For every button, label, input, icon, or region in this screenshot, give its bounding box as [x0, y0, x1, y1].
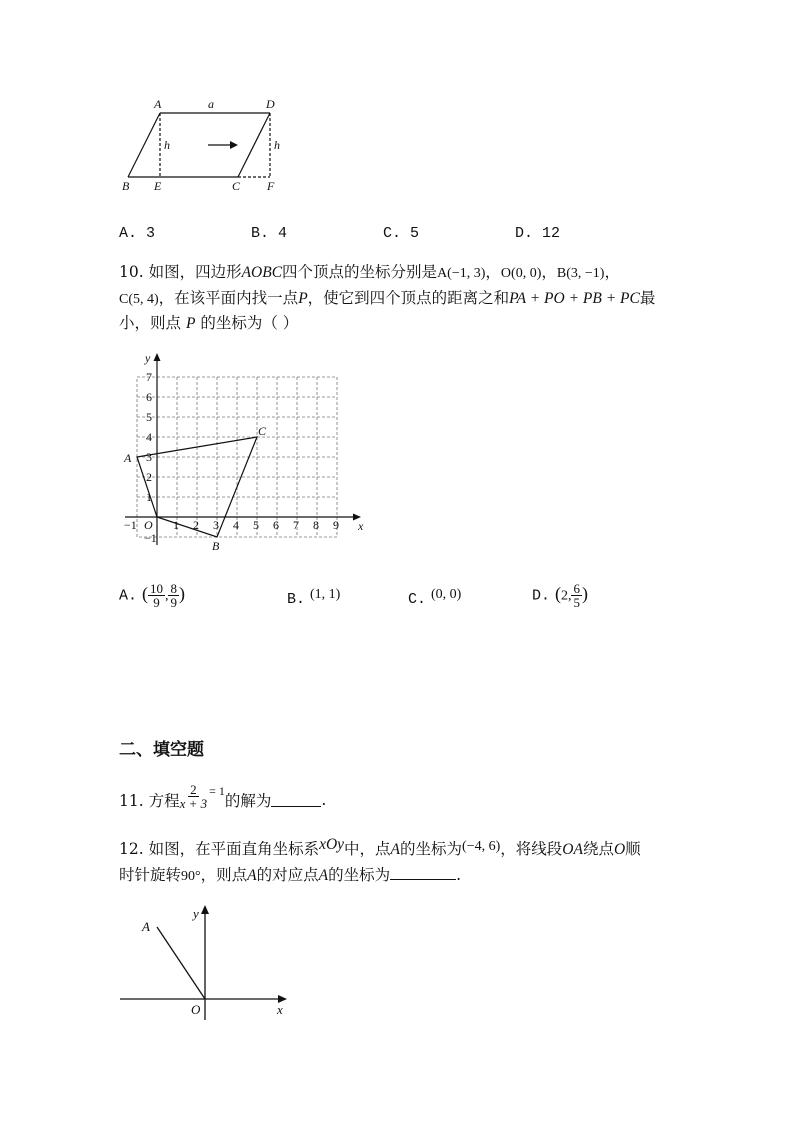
sep-1: ，	[485, 263, 501, 281]
q9-option-a[interactable]: A. 3	[119, 225, 156, 242]
q11-prefix: 11. 方程	[119, 791, 180, 810]
q10-line-3	[119, 311, 298, 333]
y-tick-5: 5	[146, 410, 152, 424]
q12-point-o: O	[613, 841, 626, 858]
q12-label-y: y	[193, 906, 199, 921]
q10-option-b[interactable]	[287, 589, 340, 608]
y-tick-1: 1	[146, 490, 152, 504]
x-tick-1: 1	[173, 518, 179, 532]
x-tick-2: 2	[193, 518, 199, 532]
q12-point-a-prime: A	[318, 867, 329, 884]
q12-l1-b: 中，点	[344, 840, 391, 858]
q12-l2-d: 的坐标为	[328, 866, 391, 884]
side-DC	[238, 113, 270, 177]
y-axis-arrow-icon	[154, 353, 161, 361]
q11-end: .	[321, 790, 327, 809]
q10-option-b-label: B.	[287, 591, 306, 608]
section-title: 二、填空题	[119, 740, 204, 760]
x-tick-7: 7	[293, 518, 299, 532]
q12-end: .	[456, 866, 462, 884]
point-c-label: C	[258, 424, 267, 438]
q12-l2-b: ，则点	[200, 866, 248, 884]
point-a-coord: A(−1, 3)	[437, 266, 486, 281]
fraction-6-5: $\frac{6}{5}$	[573, 581, 580, 610]
x-tick-8: 8	[313, 518, 319, 532]
q12-point-a-2: A	[247, 867, 257, 884]
label-a: a	[208, 97, 214, 111]
sep-2: ，	[541, 263, 557, 281]
x-tick-6: 6	[273, 518, 279, 532]
axis-y-label: y	[145, 351, 151, 365]
q9-option-c[interactable]: C. 5	[383, 225, 420, 242]
point-p-2: P	[185, 315, 196, 332]
q12-line-2	[119, 863, 461, 885]
paren-close: )	[178, 583, 185, 604]
q9-option-d[interactable]: D. 12	[515, 225, 561, 242]
fraction-2-over-x-plus-3: $\frac{2}{x + 3}$	[179, 782, 208, 811]
label-D: D	[266, 97, 275, 111]
xoy: xOy	[319, 836, 345, 853]
q12-axes-figure	[115, 900, 300, 1025]
q10-option-c[interactable]	[408, 589, 461, 608]
segment-OA	[157, 927, 205, 999]
q10-line2-end: 最	[639, 289, 656, 307]
q12-l1-c: 的坐标为	[400, 840, 463, 858]
fraction-8-9: $\frac{8}{9}$	[170, 581, 177, 610]
q10-option-c-label: C.	[408, 591, 427, 608]
x-tick-neg1: −1	[124, 518, 137, 532]
q12-label-a: A	[142, 919, 150, 934]
q10-option-a[interactable]: A. ( $\frac{10}{9}$ , $\frac{8}{9}$ )	[119, 581, 185, 610]
label-A: A	[154, 97, 162, 111]
parallelogram-figure	[110, 95, 310, 200]
point-a-label: A	[124, 451, 132, 465]
q10-line3-b: 的坐标为（ ）	[200, 314, 299, 332]
x-tick-4: 4	[233, 518, 239, 532]
paren-open: (	[141, 583, 148, 604]
arrow-head-icon	[230, 141, 238, 149]
q12-coord: (−4, 6)	[462, 839, 501, 854]
distance-sum-expr: PA + PO + PB + PC	[509, 290, 640, 307]
side-AB	[128, 113, 160, 177]
label-F: F	[267, 179, 275, 193]
y-tick-4: 4	[146, 430, 152, 444]
q10-mid: 四个顶点的坐标分别是	[282, 263, 438, 281]
point-b-coord: B(3, −1)	[556, 266, 605, 281]
q12-label-o: O	[191, 1002, 201, 1017]
q12-l2-c: 的对应点	[256, 866, 319, 884]
label-h-left: h	[164, 138, 170, 152]
label-C: C	[232, 179, 241, 193]
label-h-right: h	[274, 138, 280, 152]
fraction-10-9: $\frac{10}{9}$	[149, 581, 163, 610]
origin-label: O	[144, 518, 153, 532]
q12-l2-a: 时针旋转	[119, 866, 182, 884]
y-tick-6: 6	[146, 390, 152, 404]
sep-3: ，	[604, 263, 620, 281]
point-p: P	[298, 290, 308, 307]
q11-eq: = 1	[209, 784, 225, 798]
segment-oa: OA	[562, 841, 583, 858]
y-tick-7: 7	[146, 370, 152, 384]
point-c-coord: C(5, 4)	[119, 292, 159, 307]
q12-l1-f: 顺	[625, 840, 641, 858]
q12-l1-a: 12. 如图，在平面直角坐标系	[119, 840, 320, 858]
x-tick-3: 3	[213, 518, 219, 532]
shape-name: AOBC	[241, 264, 283, 281]
q10-line2-mid: ，在该平面内找一点	[158, 289, 299, 307]
rotation-angle: 90°	[181, 869, 201, 884]
q11-answer-blank[interactable]	[271, 792, 321, 807]
q10-line3-a: 小，则点	[119, 314, 182, 332]
q11-suffix: 的解为	[224, 791, 272, 810]
q10-option-d[interactable]: D. (2, $\frac{6}{5}$ )	[532, 581, 588, 610]
q10-line2-rest: ，使它到四个顶点的距离之和	[307, 289, 510, 307]
q12-answer-blank[interactable]	[390, 865, 456, 880]
q10-prefix: 10. 如图，四边形	[119, 263, 242, 281]
axis-x-label: x	[358, 519, 364, 533]
label-E: E	[154, 179, 162, 193]
q10-option-d-label: D.	[532, 587, 551, 605]
y-tick-3: 3	[146, 450, 152, 464]
q10-line-1	[119, 260, 620, 282]
coordinate-grid-figure	[115, 350, 375, 555]
y-tick-2: 2	[146, 470, 152, 484]
q10-option-a-label: A.	[119, 587, 138, 605]
x-tick-9: 9	[333, 518, 339, 532]
q11-line	[119, 782, 327, 813]
q12-l1-e: 绕点	[582, 840, 614, 858]
q10-option-d-val: 2,	[560, 588, 572, 604]
q10-option-c-value: (0, 0)	[430, 587, 462, 602]
q10-line-2	[119, 286, 655, 308]
point-b-label: B	[212, 539, 220, 553]
q12-line-1	[119, 837, 641, 859]
q12-l1-d: ，将线段	[500, 840, 563, 858]
q10-option-b-value: (1, 1)	[309, 587, 341, 602]
q12-label-x: x	[277, 1002, 283, 1017]
x-tick-5: 5	[253, 518, 259, 532]
q12-point-a: A	[390, 841, 401, 858]
q9-option-b[interactable]: B. 4	[251, 225, 288, 242]
q12-y-arrow-icon	[201, 905, 209, 914]
y-tick-neg1: −1	[144, 531, 157, 545]
point-o-coord: O(0, 0)	[500, 266, 542, 281]
label-B: B	[122, 179, 130, 193]
